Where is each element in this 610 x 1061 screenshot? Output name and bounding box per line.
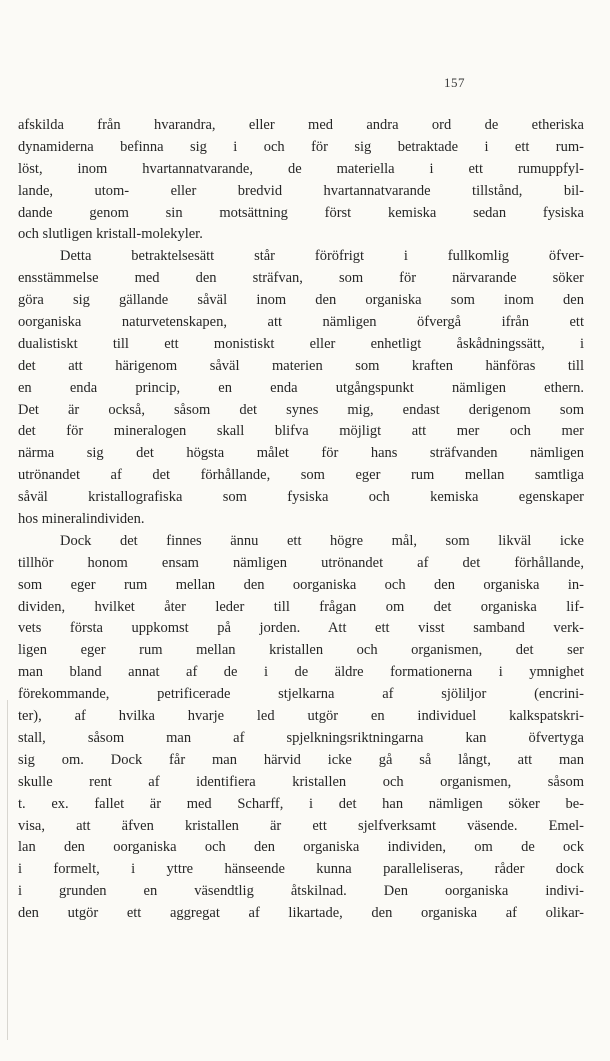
text-line: ligen eger rum mellan kristallen och organismen, det ser	[18, 642, 584, 659]
text-line: oorganiska naturvetenskapen, att nämligen öfvergå ifrån ett	[18, 314, 584, 331]
text-line: stall, såsom man af spjelkningsriktningarna kan öfvertyga	[18, 729, 584, 746]
text-line: dande genom sin motsättning först kemiska sedan fysiska	[18, 204, 584, 221]
text-line: vets första uppkomst på jorden. Att ett visst samband verk-	[18, 620, 584, 637]
text-line: förekommande, petrificerade stjelkarna af sjöliljor (encrini-	[18, 686, 584, 703]
text-line: hos mineralindividen.	[18, 511, 145, 528]
text-line: afskilda från hvarandra, eller med andra ord de etheriska	[18, 117, 584, 133]
text-line: det för mineralogen skall blifva möjligt att mer och mer	[18, 423, 584, 440]
text-line: i formelt, i yttre hänseende kunna paralleliseras, råder dock	[18, 861, 584, 878]
text-line: och slutligen kristall-molekyler.	[18, 226, 203, 243]
text-line: ensstämmelse med den sträfvan, som för närvarande söker	[18, 270, 584, 287]
text-line: Dock det finnes ännu ett högre mål, som likväl icke	[60, 532, 584, 549]
text-line: dynamiderna befinna sig i och för sig betraktade i ett rum-	[18, 138, 584, 155]
text-line: såväl kristallografiska som fysiska och kemiska egenskaper	[18, 489, 584, 506]
text-line: dividen, hvilket åter leder till frågan om det organiska lif-	[18, 598, 584, 615]
text-line: Detta betraktelsesätt står föröfrigt i fullkomlig öfver-	[60, 248, 584, 265]
text-line: tillhör honom ensam nämligen utrönandet af det förhållande,	[18, 554, 584, 571]
page-number: 157	[444, 75, 465, 90]
text-line: i grunden en väsendtlig åtskilnad. Den oorganiska indivi-	[18, 883, 584, 900]
text-line: utrönandet af det förhållande, som eger rum mellan samtliga	[18, 467, 584, 484]
text-line: en enda princip, en enda utgångspunkt nämligen ethern.	[18, 379, 584, 396]
text-line: sig om. Dock får man härvid icke gå så långt, att man	[18, 751, 584, 768]
text-line: man bland annat af de i de äldre formationerna i ymnighet	[18, 664, 584, 681]
text-line: Det är också, såsom det synes mig, endast derigenom som	[18, 401, 584, 418]
text-line: löst, inom hvartannatvarande, de materiella i ett rumuppfyl-	[18, 160, 584, 177]
text-line: det att härigenom såväl materien som kraften hänföras till	[18, 357, 584, 374]
body-text	[18, 115, 584, 925]
margin-rule	[7, 700, 8, 1040]
text-line: göra sig gällande såväl inom den organiska som inom den	[18, 292, 584, 309]
text-line: ter), af hvilka hvarje led utgör en individuel kalkspatskri-	[18, 708, 584, 725]
text-line: skulle rent af identifiera kristallen och organismen, såsom	[18, 773, 584, 790]
text-line: lande, utom- eller bredvid hvartannatvarande tillstånd, bil-	[18, 182, 584, 199]
text-line: lan den oorganiska och den organiska individen, om de ock	[18, 839, 584, 856]
text-line: visa, att äfven kristallen är ett sjelfverksamt väsende. Emel-	[18, 817, 584, 834]
text-line: t. ex. fallet är med Scharff, i det han nämligen söker be-	[18, 795, 584, 812]
text-line: den utgör ett aggregat af likartade, den organiska af olikar-	[18, 905, 584, 922]
text-line: dualistiskt till ett monistiskt eller enhetligt åskådningssätt, i	[18, 335, 584, 352]
text-line: närma sig det högsta målet för hans sträfvanden nämligen	[18, 445, 584, 462]
text-line: som eger rum mellan den oorganiska och den organiska in-	[18, 576, 584, 593]
